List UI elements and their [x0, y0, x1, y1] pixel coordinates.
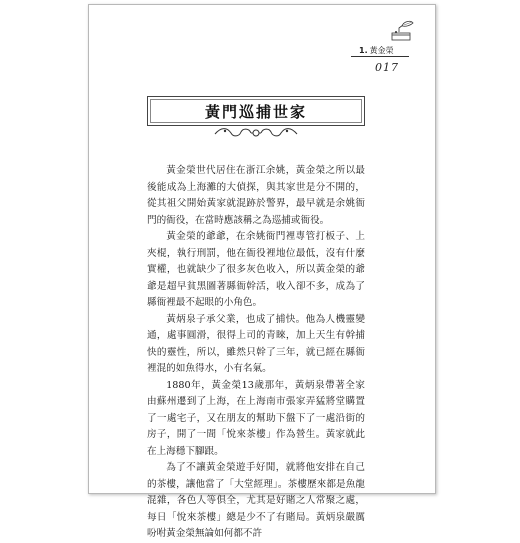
section-title-box — [147, 96, 365, 126]
paragraph: 黃金榮的爺爺，在余姚衙門裡專管打板子、上夾棍，執行刑罰，他在衙役裡地位最低，沒有什麼實權，也就缺少了很多灰色收入，所以黃金榮的爺爺是超早貧黑圖著縣衙幹活，收入卻不多，成為了縣衙裡最不起眼的小角色。 — [147, 231, 365, 308]
page-number: 017 — [375, 61, 399, 74]
body-text — [147, 163, 365, 543]
paragraph: 為了不讓黃金榮遊手好閒，就將他安排在自己的茶樓，讓他當了「大堂經理」。茶樓歷來都是魚龍混雜，各色人等俱全，尤其是好賭之人常聚之處，每日「悅來茶樓」總是少不了有賭局。黃炳泉嚴厲吩咐黃金榮無論如何都不許 — [147, 462, 365, 539]
chapter-label — [359, 45, 394, 56]
paragraph: 1880年，黃金榮13歲那年，黃炳泉帶著全家由蘇州遷到了上海，在上海南市張家弄猛將堂購置了一處宅子，又在朋友的幫助下盤下了一處沿街的房子，開了一間「悅來茶樓」作為營生。黃家就此在上海穩下腳跟。 — [147, 379, 365, 457]
chapter-title: 黃金榮 — [369, 46, 394, 55]
paragraph: 黃金榮世代居住在浙江余姚，黃金榮之所以最後能成為上海灘的大偵探，與其家世是分不開的，從其祖父開始黃家就混跡於警界，最早就是余姚衙門的衙役，在當時應該稱之為巡捕或衙役。 — [147, 165, 365, 226]
paragraph: 黃炳泉子承父業，也成了捕快。他為人機靈變通，處事圓滑，很得上司的青睞，加上天生有幹捕快的靈性，所以，雖然只幹了三年，就已經在縣衙裡混的如魚得水，小有名氣。 — [147, 313, 365, 374]
chapter-number: 1. — [359, 46, 368, 55]
ornament-divider — [213, 125, 299, 141]
book-page — [88, 4, 436, 539]
header-rule — [351, 56, 409, 57]
gramophone-icon — [389, 19, 415, 41]
section-title: 黃門巡捕世家 — [204, 102, 307, 121]
